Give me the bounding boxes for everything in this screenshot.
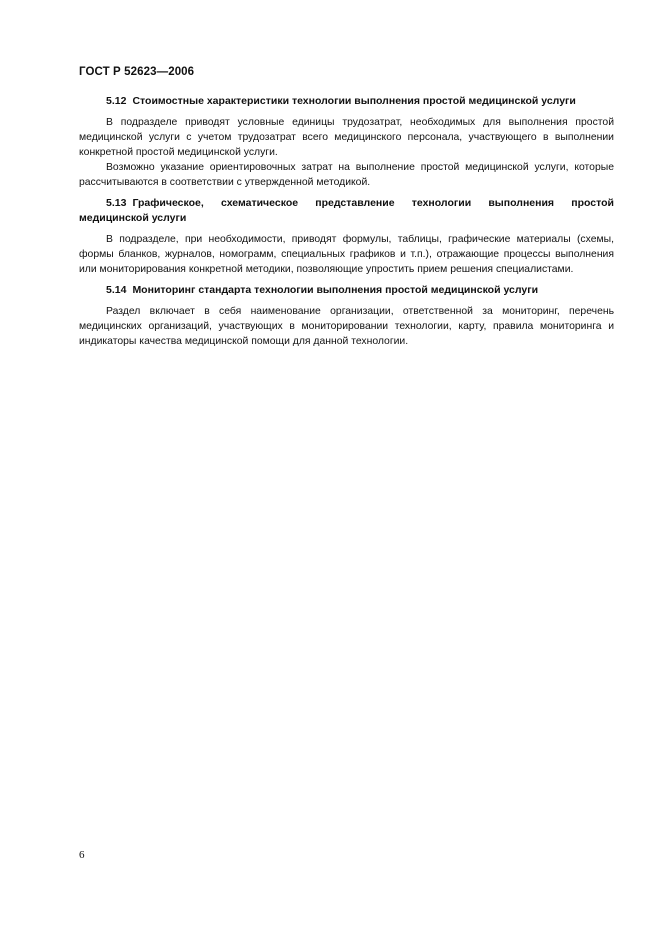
page-number: 6	[79, 849, 85, 861]
section-5-13	[79, 196, 614, 277]
section-number: 5.12	[106, 95, 127, 107]
document-header: ГОСТ Р 52623—2006	[79, 66, 195, 78]
paragraph: В подразделе приводят условные единицы трудозатрат, необходимых для выполнения простой медицинской услуги с учетом трудозатрат всего медицинского персонала, участвующего в выполнении конкретной простой медицинской услуги.	[79, 117, 614, 158]
section-heading	[79, 283, 614, 298]
paragraph: В подразделе, при необходимости, приводят формулы, таблицы, графические материалы (схемы, формы бланков, журналов, номограмм, специальных графиков и т.п.), отражающие процессы выполнения или мониторирования конкретной методики, позволяющие упростить прием решения специалистами.	[79, 234, 614, 275]
section-heading	[79, 94, 614, 109]
paragraph: Возможно указание ориентировочных затрат на выполнение простой медицинской услуги, которые рассчитываются в соответствии с утвержденной методикой.	[79, 162, 614, 188]
section-number: 5.14	[106, 284, 127, 296]
section-number: 5.13	[106, 197, 127, 209]
section-heading	[79, 196, 614, 226]
section-title: Мониторинг стандарта технологии выполнения простой медицинской услуги	[132, 284, 539, 296]
section-5-12	[79, 94, 614, 190]
paragraph: Раздел включает в себя наименование организации, ответственной за мониторинг, перечень медицинских организаций, участвующих в мониторировании технологии, карту, правила мониторинга и индикаторы качества медицинской помощи для данной технологии.	[79, 306, 614, 347]
document-body	[79, 94, 614, 355]
section-5-14	[79, 283, 614, 349]
section-title: Стоимостные характеристики технологии выполнения простой медицинской услуги	[132, 95, 576, 107]
section-title: Графическое, схематическое представление технологии выполнения простой медицинской услуги	[79, 197, 614, 224]
